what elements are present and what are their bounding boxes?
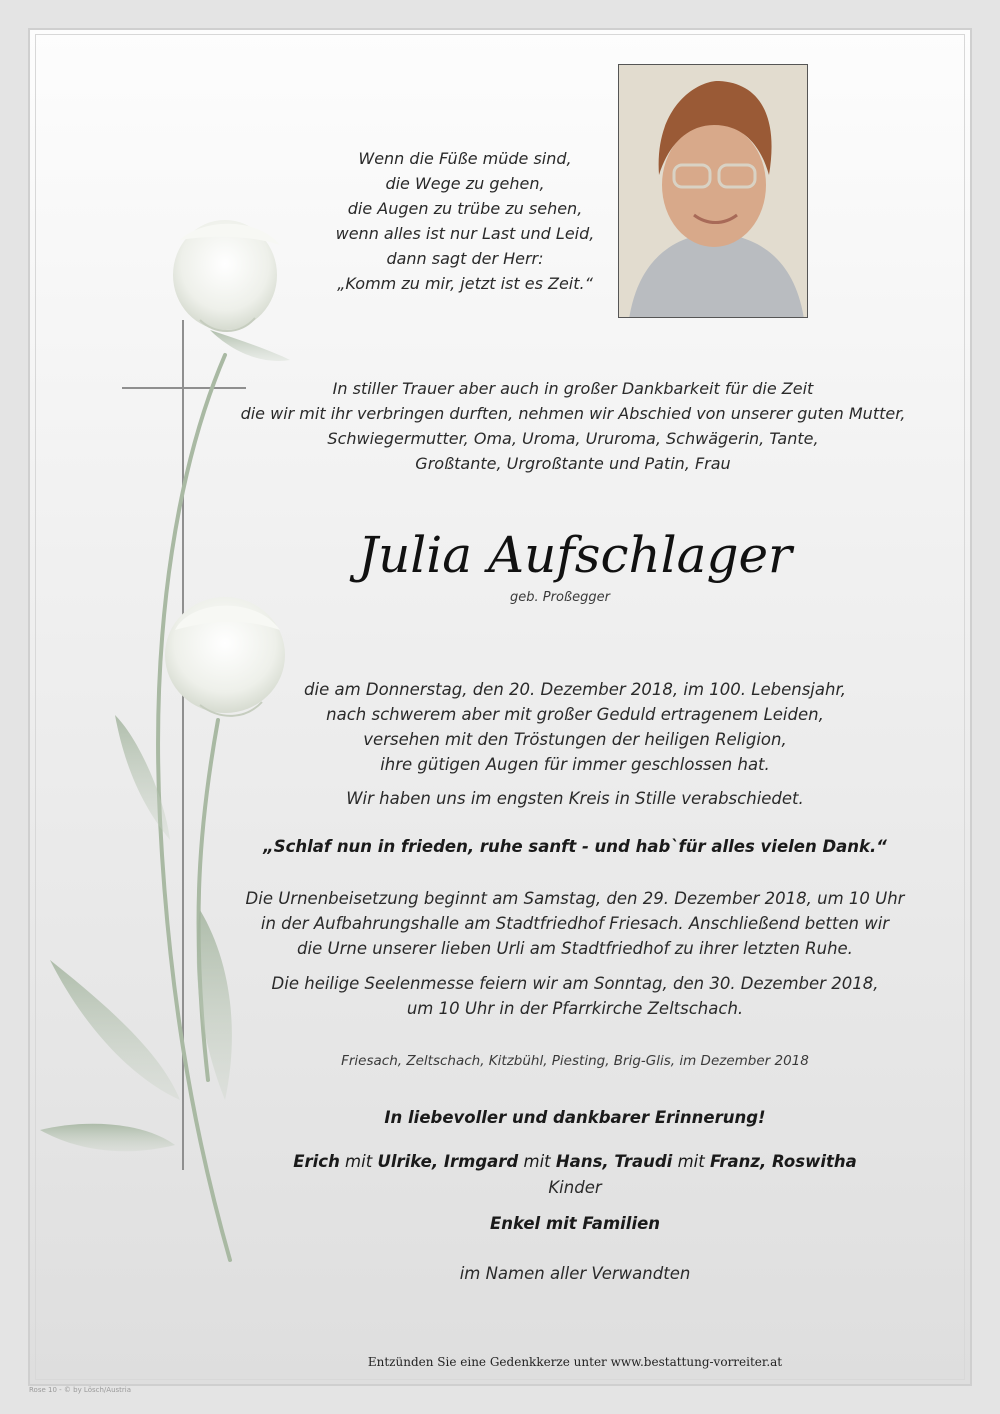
death-line: ihre gütigen Augen für immer geschlossen hat. xyxy=(380,755,770,774)
rose-top-icon xyxy=(173,220,280,331)
deceased-name: Julia Aufschlager xyxy=(358,526,792,584)
portrait-icon xyxy=(619,65,808,318)
death-line: versehen mit den Tröstungen der heiligen Religion, xyxy=(363,730,787,749)
intro-line: Großtante, Urgroßtante und Patin, Frau xyxy=(415,454,731,473)
death-notice xyxy=(260,677,890,777)
birth-name: geb. Proßegger xyxy=(510,590,610,605)
child-name: Erich xyxy=(293,1152,340,1171)
mass-line: um 10 Uhr in der Pfarrkirche Zeltschach. xyxy=(406,999,744,1018)
child-name: Ulrike, Irmgard xyxy=(377,1152,519,1171)
poem xyxy=(290,146,640,296)
poem-line: Wenn die Füße müde sind, xyxy=(358,149,572,168)
poem-line: „Komm zu mir, jetzt ist es Zeit.“ xyxy=(337,274,593,293)
relatives-line: im Namen aller Verwandten xyxy=(459,1264,691,1283)
child-sep: mit xyxy=(518,1152,556,1171)
child-sep: mit xyxy=(672,1152,710,1171)
requiem-mass-info xyxy=(240,971,910,1021)
children-line xyxy=(240,1152,910,1171)
portrait-photo xyxy=(618,64,808,318)
poem-line: die Augen zu trübe zu sehen, xyxy=(347,199,583,218)
grandchildren-line: Enkel mit Familien xyxy=(489,1214,661,1233)
mass-line: Die heilige Seelenmesse feiern wir am Sonntag, den 30. Dezember 2018, xyxy=(271,974,879,993)
farewell-text: Wir haben uns im engsten Kreis in Stille verabschiedet. xyxy=(346,789,804,808)
poem-line: dann sagt der Herr: xyxy=(386,249,544,268)
child-name: Franz, Roswitha xyxy=(709,1152,857,1171)
place-date: Friesach, Zeltschach, Kitzbühl, Piesting, Brig-Glis, im Dezember 2018 xyxy=(341,1053,809,1069)
quote-text: „Schlaf nun in frieden, ruhe sanft - und hab`für alles vielen Dank.“ xyxy=(263,837,887,856)
intro-text xyxy=(230,376,916,476)
death-line: nach schwerem aber mit großer Geduld ertragenem Leiden, xyxy=(326,705,824,724)
poem-line: die Wege zu gehen, xyxy=(385,174,545,193)
urn-line: Die Urnenbeisetzung beginnt am Samstag, den 29. Dezember 2018, um 10 Uhr xyxy=(245,889,905,908)
memory-line: In liebevoller und dankbarer Erinnerung! xyxy=(384,1108,766,1127)
image-credit: Rose 10 - © by Lösch/Austria xyxy=(29,1386,132,1394)
intro-line: In stiller Trauer aber auch in großer Dankbarkeit für die Zeit xyxy=(332,379,814,398)
rose-stems xyxy=(158,355,230,1260)
urn-burial-info xyxy=(240,886,910,961)
death-line: die am Donnerstag, den 20. Dezember 2018, im 100. Lebensjahr, xyxy=(304,680,846,699)
urn-line: in der Aufbahrungshalle am Stadtfriedhof Friesach. Anschließend betten wir xyxy=(260,914,890,933)
intro-line: Schwiegermutter, Oma, Uroma, Ururoma, Schwägerin, Tante, xyxy=(327,429,819,448)
intro-line: die wir mit ihr verbringen durften, nehmen wir Abschied von unserer guten Mutter, xyxy=(240,404,906,423)
candle-link-text: Entzünden Sie eine Gedenkkerze unter www.bestattung-vorreiter.at xyxy=(367,1355,783,1369)
poem-line: wenn alles ist nur Last und Leid, xyxy=(335,224,595,243)
child-sep: mit xyxy=(339,1152,378,1171)
child-name: Hans, Traudi xyxy=(555,1152,673,1171)
children-label: Kinder xyxy=(548,1178,602,1197)
urn-line: die Urne unserer lieben Urli am Stadtfriedhof zu ihrer letzten Ruhe. xyxy=(297,939,853,958)
